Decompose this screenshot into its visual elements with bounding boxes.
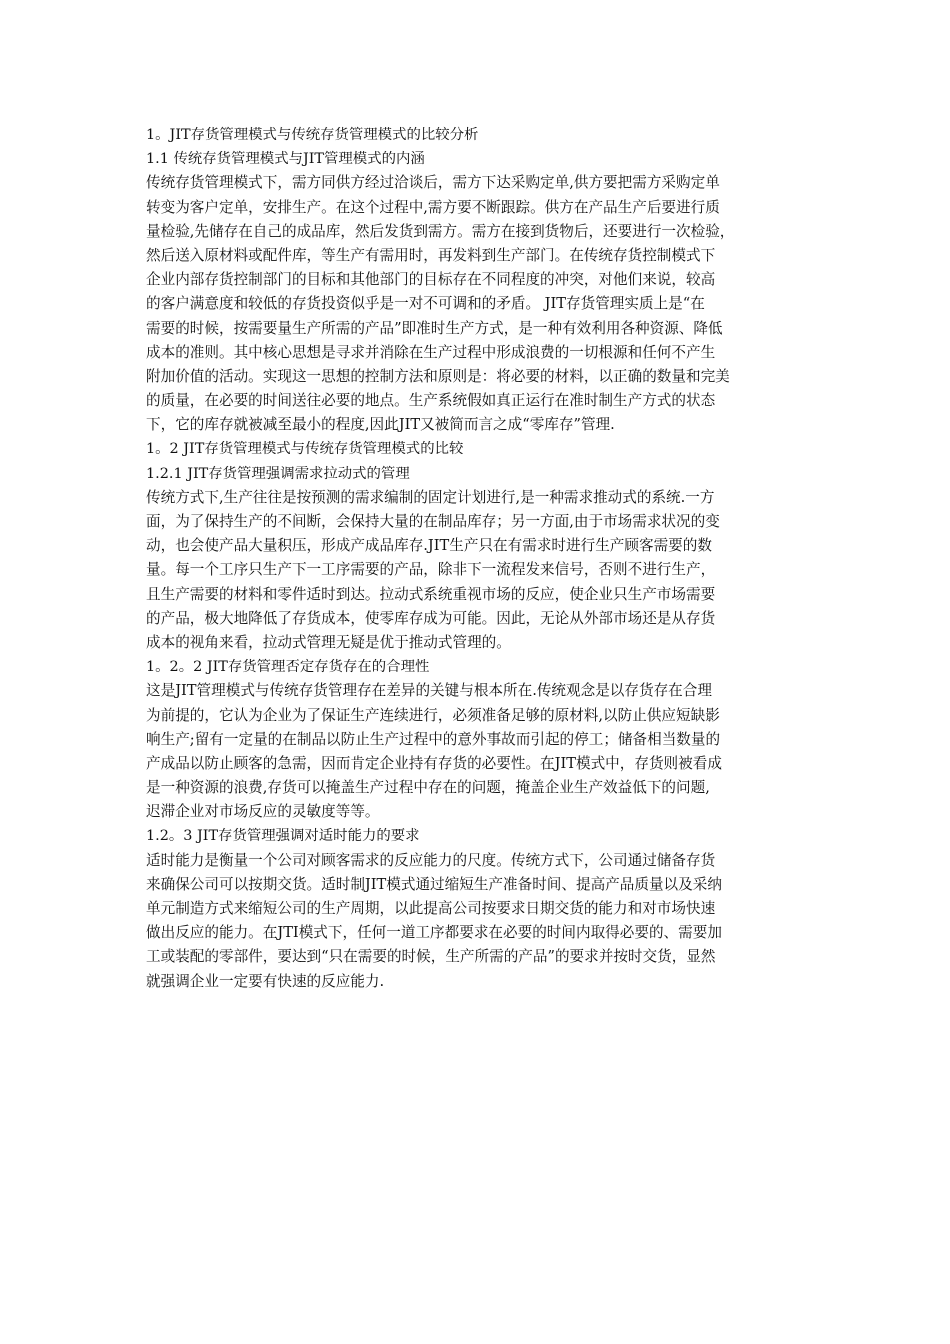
section-1-2-2 <box>146 655 818 824</box>
paragraph-line: 的质量，在必要的时间送往必要的地点。生产系统假如真正运行在准时制生产方式的状态 <box>146 392 716 410</box>
paragraph-line: 单元制造方式来缩短公司的生产周期，以此提高公司按要求日期交货的能力和对市场快速 <box>146 900 716 917</box>
section-1-1 <box>146 147 818 437</box>
paragraph-line: 就强调企业一定要有快速的反应能力. <box>146 972 385 990</box>
paragraph-line: 迟滞企业对市场反应的灵敏度等等。 <box>146 803 380 821</box>
paragraph-line: 的产品，极大地降低了存货成本，使零库存成为可能。因此，无论从外部市场还是从存货 <box>146 609 716 627</box>
paragraph-line: 量检验,先储存在自己的成品库，然后发货到需方。需方在接到货物后，还要进行一次检验， <box>146 222 735 240</box>
paragraph-line: 做出反应的能力。在JTI模式下，任何一道工序都要求在必要的时间内取得必要的、需要加 <box>146 924 722 942</box>
paragraph-line: 动，也会使产品大量积压，形成产成品库存.JIT生产只在有需求时进行生产顾客需要的数 <box>146 537 712 555</box>
paragraph-line: 需要的时候，按需要量生产所需的产品”即准时生产方式，是一种有效利用各种资源、降低 <box>146 319 723 337</box>
section-1-2 <box>146 437 818 461</box>
paragraph-line: 适时能力是衡量一个公司对顾客需求的反应能力的尺度。传统方式下，公司通过储备存货 <box>146 851 716 869</box>
section-heading: 1。JIT存货管理模式与传统存货管理模式的比较分析 <box>146 127 479 143</box>
section-heading: 1.2。3 JIT存货管理强调对适时能力的要求 <box>146 828 420 845</box>
section-1-2-1 <box>146 462 818 656</box>
paragraph-line: 传统存货管理模式下，需方同供方经过洽谈后，需方下达采购定单,供方要把需方采购定单 <box>146 174 720 192</box>
paragraph-line: 企业内部存货控制部门的目标和其他部门的目标存在不同程度的冲突，对他们来说，较高 <box>146 271 716 289</box>
paragraph-line: 成本的准则。其中核心思想是寻求并消除在生产过程中形成浪费的一切根源和任何不产生 <box>146 343 716 361</box>
paragraph-line: 转变为客户定单，安排生产。在这个过程中,需方要不断跟踪。供方在产品生产后要进行质 <box>146 198 720 216</box>
paragraph-line: 面，为了保持生产的不间断，会保持大量的在制品库存；另一方面,由于市场需求状况的变 <box>146 513 720 530</box>
paragraph-line: 量。每一个工序只生产下一工序需要的产品，除非下一流程发来信号，否则不进行生产， <box>146 561 716 579</box>
section-heading: 1.2.1 JIT存货管理强调需求拉动式的管理 <box>146 465 410 482</box>
paragraph-line: 传统方式下,生产往往是按预测的需求编制的固定计划进行,是一种需求推动式的系统.一方 <box>146 488 715 506</box>
paragraph-line: 响生产;留有一定量的在制品以防止生产过程中的意外事故而引起的停工；储备相当数量的 <box>146 730 721 748</box>
paragraph-line: 下，它的库存就被减至最小的程度,因此JIT又被简而言之成“零库存”管理. <box>146 416 615 434</box>
paragraph-line: 产成品以防止顾客的急需，因而肯定企业持有存货的必要性。在JIT模式中，存货则被看成 <box>146 754 722 772</box>
paragraph-line: 是一种资源的浪费,存货可以掩盖生产过程中存在的问题，掩盖企业生产效益低下的问题, <box>146 779 710 797</box>
paragraph-line: 且生产需要的材料和零件适时到达。拉动式系统重视市场的反应，使企业只生产市场需要 <box>146 585 716 603</box>
paragraph-line: 的客户满意度和较低的存货投资似乎是一对不可调和的矛盾。 JIT存货管理实质上是“在 <box>146 295 705 313</box>
section-1-2-3 <box>146 824 818 993</box>
section-heading: 1。2。2 JIT存货管理否定存货存在的合理性 <box>146 659 430 676</box>
paragraph-line: 然后送入原材料或配件库，等生产有需用时，再发料到生产部门。在传统存货控制模式下 <box>146 246 716 264</box>
document-body <box>146 123 818 994</box>
section-1 <box>146 123 818 147</box>
paragraph-line: 为前提的，它认为企业为了保证生产连续进行，必须准备足够的原材料,以防止供应短缺影 <box>146 706 720 724</box>
paragraph-line: 附加价值的活动。实现这一思想的控制方法和原则是：将必要的材料，以正确的数量和完美 <box>146 367 730 385</box>
paragraph-line: 成本的视角来看，拉动式管理无疑是优于推动式管理的。 <box>146 633 511 651</box>
paragraph-line: 这是JIT管理模式与传统存货管理存在差异的关键与根本所在.传统观念是以存货存在合理 <box>146 682 712 700</box>
section-heading: 1。2 JIT存货管理模式与传统存货管理模式的比较 <box>146 441 464 458</box>
section-heading: 1.1 传统存货管理模式与JIT管理模式的内涵 <box>146 151 425 168</box>
paragraph-line: 来确保公司可以按期交货。适时制JIT模式通过缩短生产准备时间、提高产品质量以及采纳 <box>146 875 722 893</box>
paragraph-line: 工或装配的零部件，要达到“只在需要的时候，生产所需的产品”的要求并按时交货，显然 <box>146 948 716 966</box>
